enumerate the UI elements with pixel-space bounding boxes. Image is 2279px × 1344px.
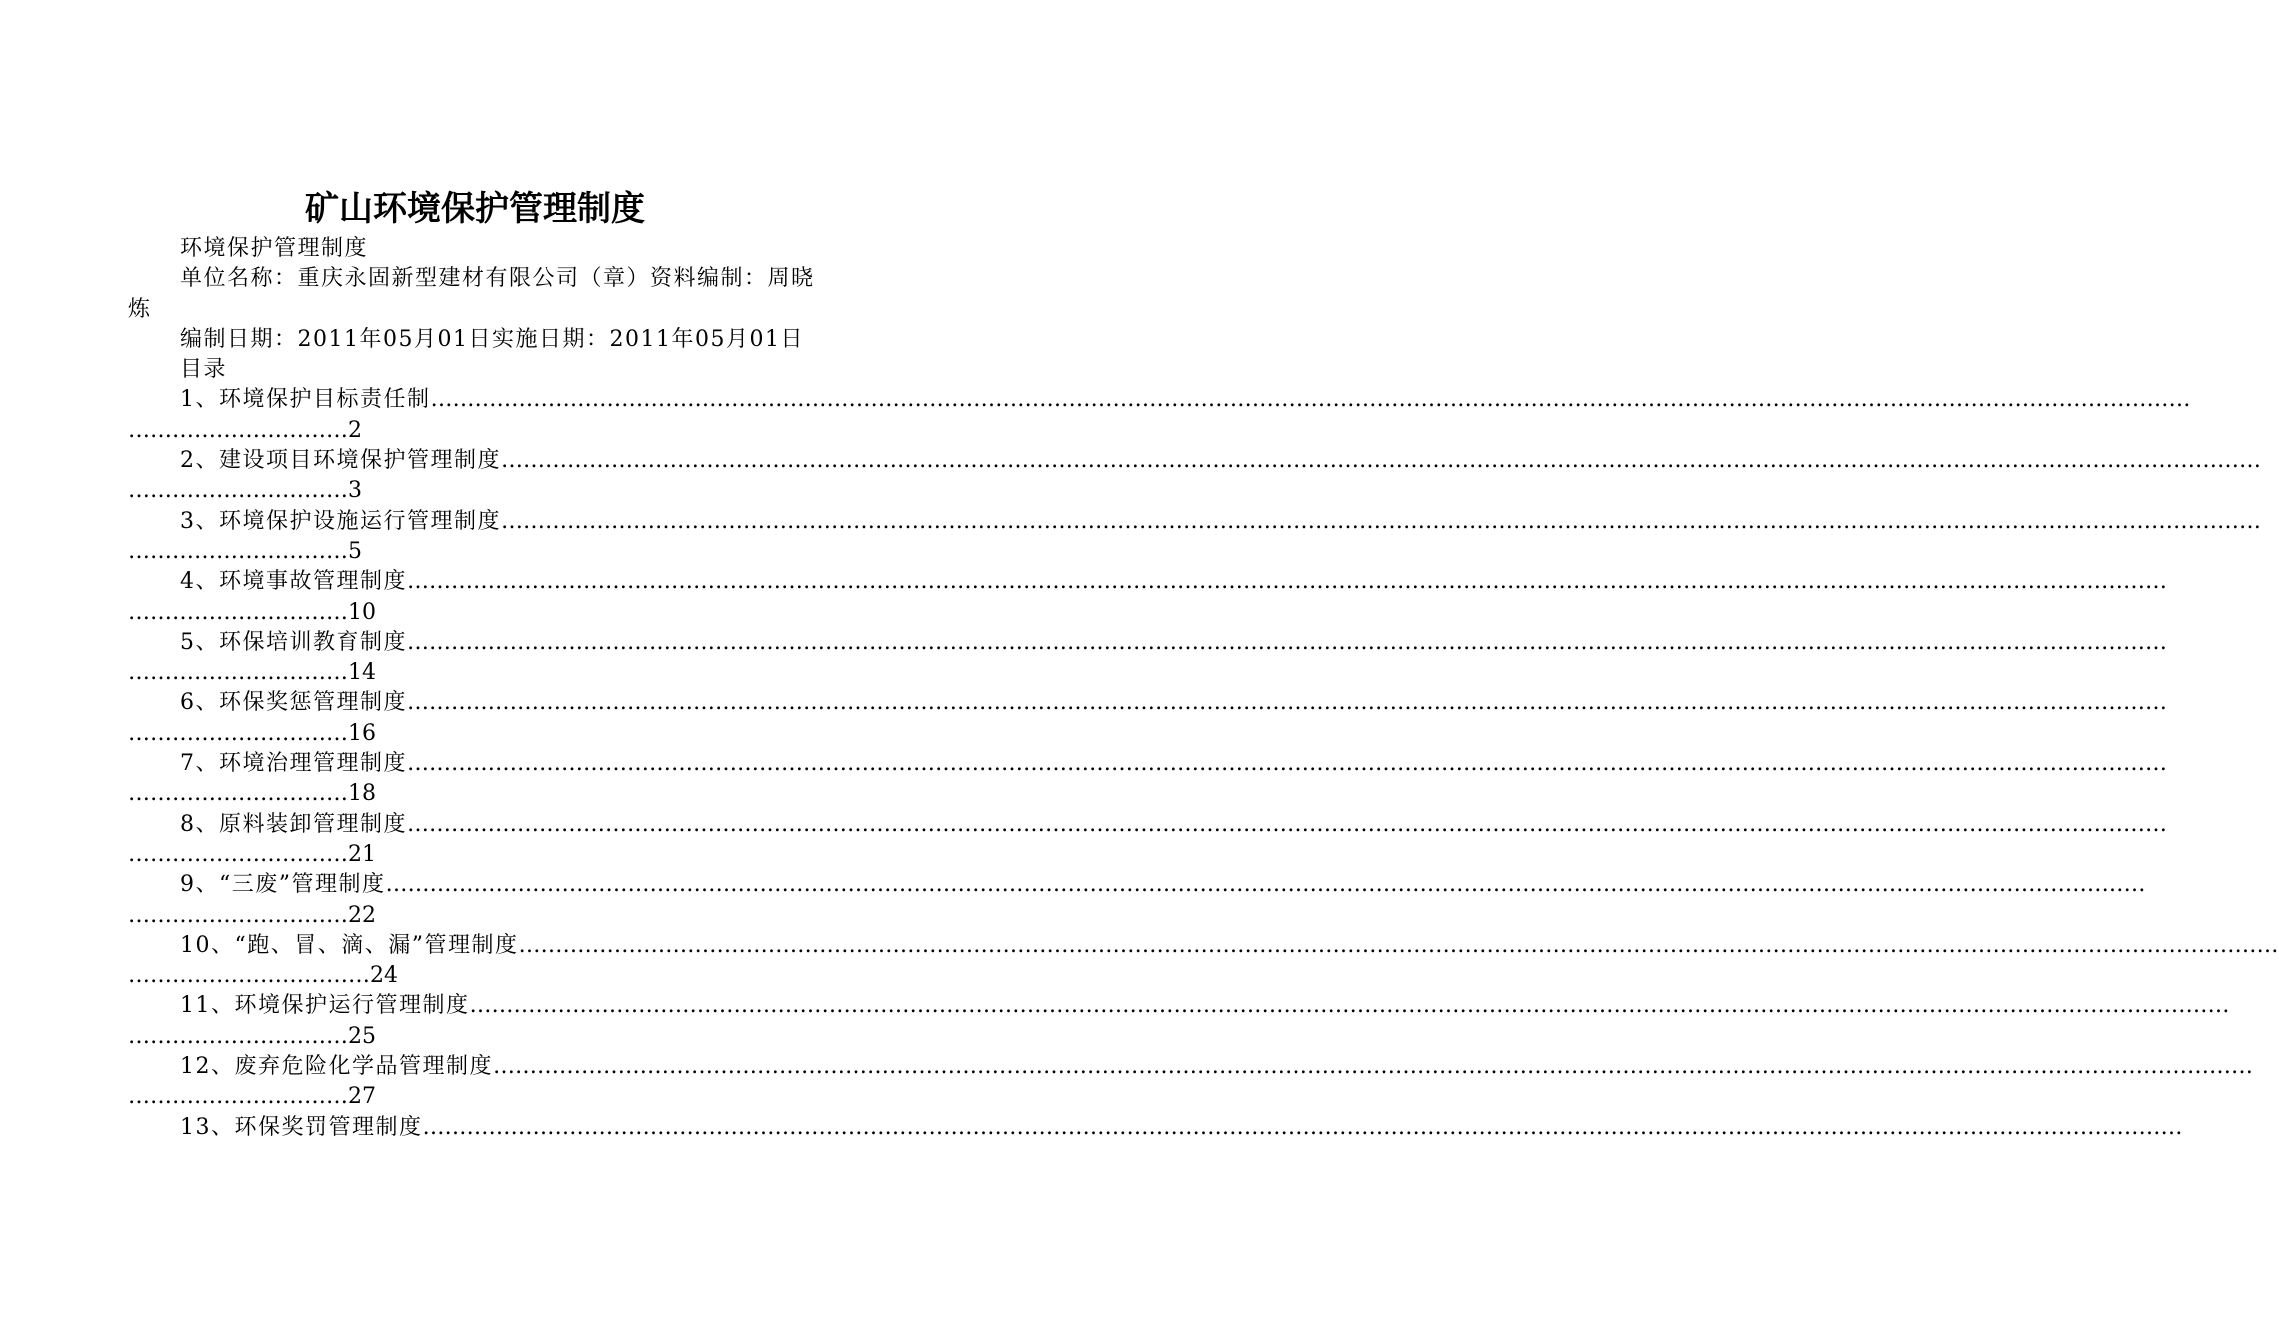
- toc-leader: …………………………: [128, 720, 348, 746]
- toc-entry-title: 2、建设项目环境保护管理制度: [180, 448, 501, 474]
- toc-heading: 目录: [180, 357, 228, 383]
- toc-entry-title: 10、“跑、冒、滴、漏”管理制度: [180, 932, 519, 958]
- document-title: 矿山环境保护管理制度: [305, 189, 645, 229]
- toc-leader: ……………………………………………………………………………………………………………………………………………………………………………………………………………………: [501, 508, 2261, 534]
- toc-leader: ……………………………………………………………………………………………………………………………………………………………………………………………………………………: [422, 1114, 2183, 1140]
- toc-entry-title: 4、环境事故管理制度: [180, 569, 407, 595]
- toc-page-number: 5: [348, 538, 362, 564]
- date-line: 编制日期：2011年05月01日实施日期：2011年05月01日: [180, 326, 804, 352]
- toc-entry-title: 5、环保培训教育制度: [180, 629, 407, 655]
- toc-leader: ……………………………………………………………………………………………………………………………………………………………………………………………………………………: [430, 387, 2191, 413]
- toc-entry: [128, 1113, 2183, 1143]
- toc-entry-title: 7、环境治理管理制度: [180, 751, 407, 777]
- toc-leader: ……………………………………………………………………………………………………………………………………………………………………………………………………………………: [469, 993, 2230, 1019]
- toc-page-number: 3: [348, 478, 362, 504]
- toc-leader: ……………………………………………………………………………………………………………………………………………………………………………………………………………………: [385, 872, 2146, 898]
- toc-page-number: 22: [348, 902, 376, 928]
- toc-entry-title: 3、环境保护设施运行管理制度: [180, 508, 501, 534]
- toc-entry-title: 13、环保奖罚管理制度: [180, 1114, 423, 1140]
- toc-entry-title: 11、环境保护运行管理制度: [180, 993, 470, 1019]
- toc-leader: …………………………: [128, 417, 348, 443]
- toc-leader: …………………………: [128, 902, 348, 928]
- toc-entry: [128, 810, 2167, 871]
- toc-leader: …………………………: [128, 841, 348, 867]
- toc-page-number: 14: [348, 660, 376, 686]
- toc-entry-title: 9、“三废”管理制度: [180, 872, 386, 898]
- toc-leader: ……………………………………………………………………………………………………………………………………………………………………………………………………………………: [501, 448, 2261, 474]
- toc-leader: …………………………: [128, 1084, 348, 1110]
- toc-leader: ……………………………………………………………………………………………………………………………………………………………………………………………………………………: [407, 811, 2167, 837]
- table-of-contents: [128, 385, 2279, 1142]
- toc-entry: [128, 507, 2261, 568]
- toc-leader: ……………………………: [128, 963, 370, 989]
- toc-page-number: 21: [348, 841, 376, 867]
- toc-page-number: 27: [348, 1084, 376, 1110]
- toc-page-number: 24: [370, 963, 398, 989]
- toc-leader: ……………………………………………………………………………………………………………………………………………………………………………………………………………………: [407, 629, 2167, 655]
- toc-entry: [128, 567, 2167, 628]
- toc-leader: …………………………: [128, 478, 348, 504]
- toc-leader: ……………………………………………………………………………………………………………………………………………………………………………………………………………………: [493, 1054, 2253, 1080]
- toc-entry: [128, 1052, 2253, 1113]
- toc-entry: [128, 749, 2167, 810]
- toc-page-number: 16: [348, 720, 376, 746]
- toc-leader: ……………………………………………………………………………………………………………………………………………………………………………………………………………………: [407, 569, 2167, 595]
- toc-entry: [128, 870, 2146, 931]
- unit-line: 单位名称：重庆永固新型建材有限公司（章）资料编制：周晓炼: [128, 266, 815, 322]
- document-body: [128, 234, 2279, 1143]
- toc-leader: …………………………: [128, 538, 348, 564]
- toc-entry: [128, 991, 2230, 1052]
- toc-entry: [128, 628, 2167, 689]
- toc-entry-title: 1、环境保护目标责任制: [180, 387, 431, 413]
- toc-entry: [128, 931, 2279, 992]
- toc-entry-title: 8、原料装卸管理制度: [180, 811, 407, 837]
- toc-entry-title: 12、废弃危险化学品管理制度: [180, 1054, 493, 1080]
- toc-entry-title: 6、环保奖惩管理制度: [180, 690, 407, 716]
- toc-page-number: 25: [348, 1023, 376, 1049]
- toc-page-number: 2: [348, 417, 362, 443]
- toc-leader: …………………………: [128, 1023, 348, 1049]
- toc-leader: …………………………: [128, 781, 348, 807]
- toc-entry: [128, 688, 2167, 749]
- toc-entry: [128, 385, 2191, 446]
- toc-page-number: 18: [348, 781, 376, 807]
- toc-leader: ……………………………………………………………………………………………………………………………………………………………………………………………………………………: [407, 751, 2167, 777]
- toc-page-number: 10: [348, 599, 376, 625]
- toc-entry: [128, 446, 2261, 507]
- toc-leader: ……………………………………………………………………………………………………………………………………………………………………………………………………………………: [407, 690, 2167, 716]
- toc-leader: …………………………: [128, 660, 348, 686]
- toc-leader: ……………………………………………………………………………………………………………………………………………………………………………………………………………………: [518, 932, 2279, 958]
- toc-leader: …………………………: [128, 599, 348, 625]
- subtitle: 环境保护管理制度: [180, 236, 369, 261]
